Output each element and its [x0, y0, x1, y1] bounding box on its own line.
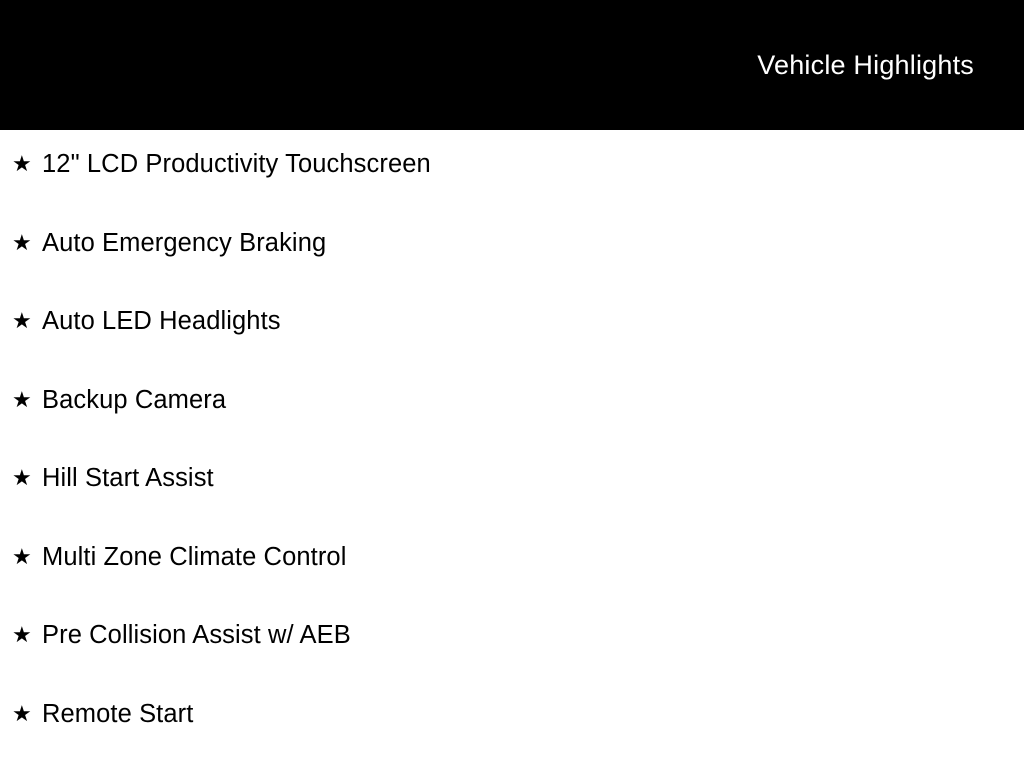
list-item [0, 542, 1024, 624]
list-item [0, 466, 1024, 545]
list-item [0, 309, 1024, 388]
highlight-label: Remote Start [42, 699, 194, 728]
highlight-label: Auto LED Headlights [42, 307, 281, 335]
header-bar [0, 0, 1024, 130]
highlight-label: 12" LCD Productivity Touchscreen [42, 150, 431, 178]
highlight-label: Auto Emergency Braking [42, 228, 327, 257]
highlight-label: Multi Zone Climate Control [42, 542, 347, 571]
star-icon: ★ [12, 229, 32, 255]
list-item [0, 152, 1024, 231]
list-item [0, 623, 1024, 702]
star-icon: ★ [12, 465, 32, 490]
highlight-label: Pre Collision Assist w/ AEB [42, 621, 351, 649]
list-item [0, 385, 1024, 467]
list-item [0, 228, 1024, 310]
star-icon: ★ [12, 151, 32, 176]
star-icon: ★ [12, 386, 32, 412]
highlight-label: Backup Camera [42, 385, 227, 414]
star-icon: ★ [12, 622, 32, 647]
vehicle-highlights-list [0, 130, 1024, 768]
highlight-label: Hill Start Assist [42, 464, 214, 492]
star-icon: ★ [12, 700, 32, 726]
page-title: Vehicle Highlights [757, 49, 974, 80]
list-item [0, 699, 1024, 768]
star-icon: ★ [12, 308, 32, 333]
star-icon: ★ [12, 543, 32, 569]
